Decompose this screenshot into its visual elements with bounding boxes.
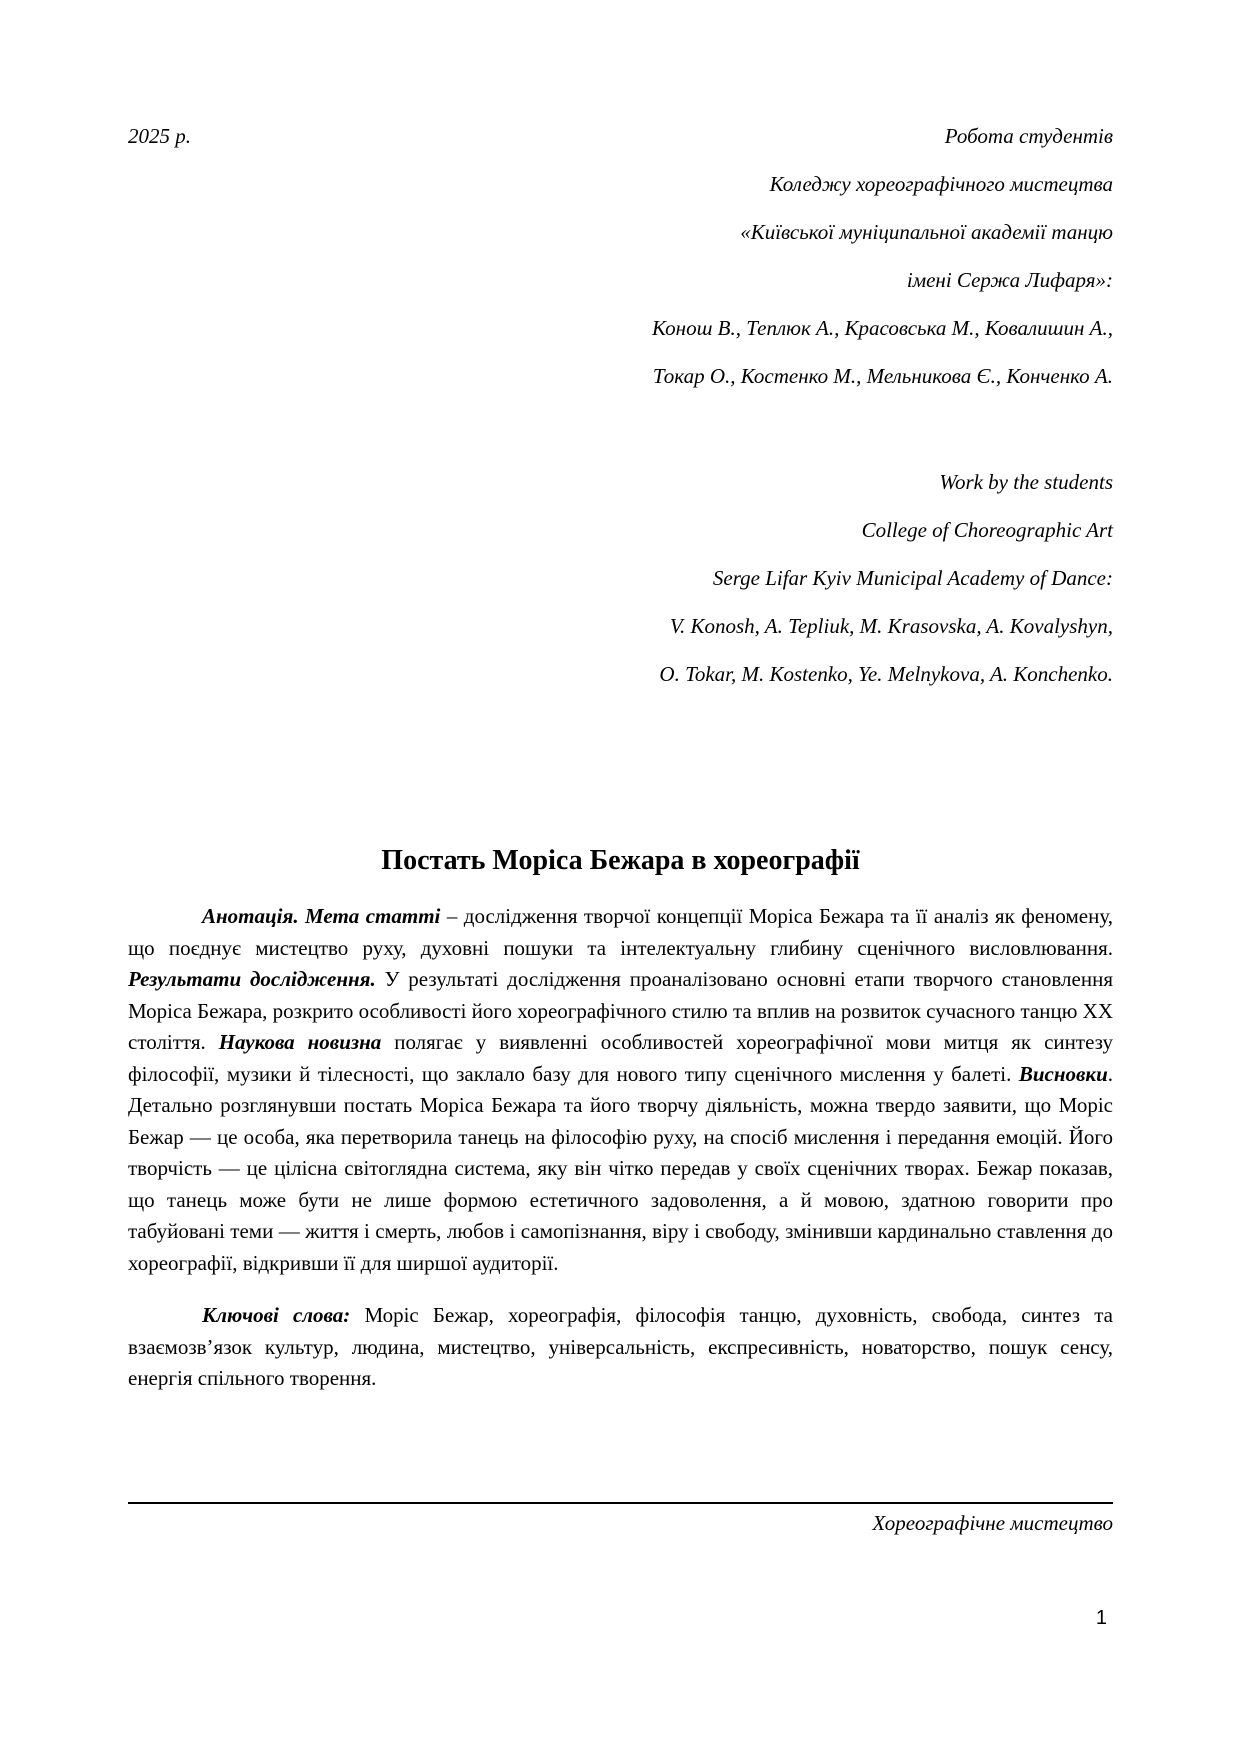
article-title: Постать Моріса Бежара в хореографії (381, 845, 860, 876)
byline-uk-line: імені Сержа Лифаря»: (906, 268, 1113, 292)
byline-en-line: Work by the students (939, 470, 1113, 494)
byline-en-authors-line: O. Tokar, M. Kostenko, Ye. Melnykova, A. Konchenko. (659, 662, 1113, 686)
byline-en-authors-line: V. Konosh, A. Tepliuk, M. Krasovska, A. Kovalyshyn, (669, 614, 1113, 638)
byline-en-line: College of Choreographic Art (861, 518, 1113, 542)
keywords-paragraph: Ключові слова: Моріс Бежар, хореографія, філософія танцю, духовність, свобода, синтез та взаємозв’язок культур, людина, мистецтво, універсальність, експресивність, новаторство, пошук сенсу, енергія спільного творення. (128, 1303, 1113, 1390)
byline-uk-line: Робота студентів (944, 124, 1113, 148)
byline-uk-authors-line: Конош В., Теплюк А., Красовська М., Ковалишин А., (652, 316, 1113, 340)
footer-journal-title: Хореографічне мистецтво (872, 1510, 1113, 1535)
byline-row (128, 112, 1113, 160)
byline-uk-block (128, 160, 1113, 400)
abstract-paragraph: Анотація. Мета статті – дослідження творчої концепції Моріса Бежара та її аналіз як феномену, що поєднує мистецтво руху, духовні пошуки та інтелектуальну глибину сценічного висловлювання. Результати дослідження. У результаті дослідження проаналізовано основні етапи творчого становлення Моріса Бежара, розкрито особливості його хореографічного стилю та вплив на розвиток сучасного танцю ХХ століття. Наукова новизна полягає у виявленні особливостей хореографічної мови митця як синтезу філософії, музики й тілесності, що заклало базу для нового типу сценічного мислення у балеті. Висновки. Детально розглянувши постать Моріса Бежара та його творчу діяльність, можна твердо заявити, що Моріс Бежар — це особа, яка перетворила танець на філософію руху, на спосіб мислення і передання емоцій. Його творчість — це цілісна світоглядна система, яку він чітко передав у своїх сценічних творах. Бежар показав, що танець може бути не лише формою естетичного задоволення, а й мовою, здатною говорити про табуйовані теми — життя і смерть, любов і самопізнання, віру і свободу, змінивши кардинально ставлення до хореографії, відкривши її для ширшої аудиторії. (128, 904, 1113, 1275)
byline-uk-authors-line: Токар О., Костенко М., Мельникова Є., Конченко А. (652, 364, 1113, 388)
page-number: 1 (1095, 1606, 1107, 1629)
year-label: 2025 р. (128, 124, 191, 148)
byline-uk-line: Коледжу хореографічного мистецтва (769, 172, 1113, 196)
byline-uk-line: «Київської муніципальної академії танцю (740, 220, 1113, 244)
footer-block (128, 1502, 1113, 1538)
byline-en-line: Serge Lifar Kyiv Municipal Academy of Dance: (712, 566, 1113, 590)
byline-en-block (128, 458, 1113, 698)
